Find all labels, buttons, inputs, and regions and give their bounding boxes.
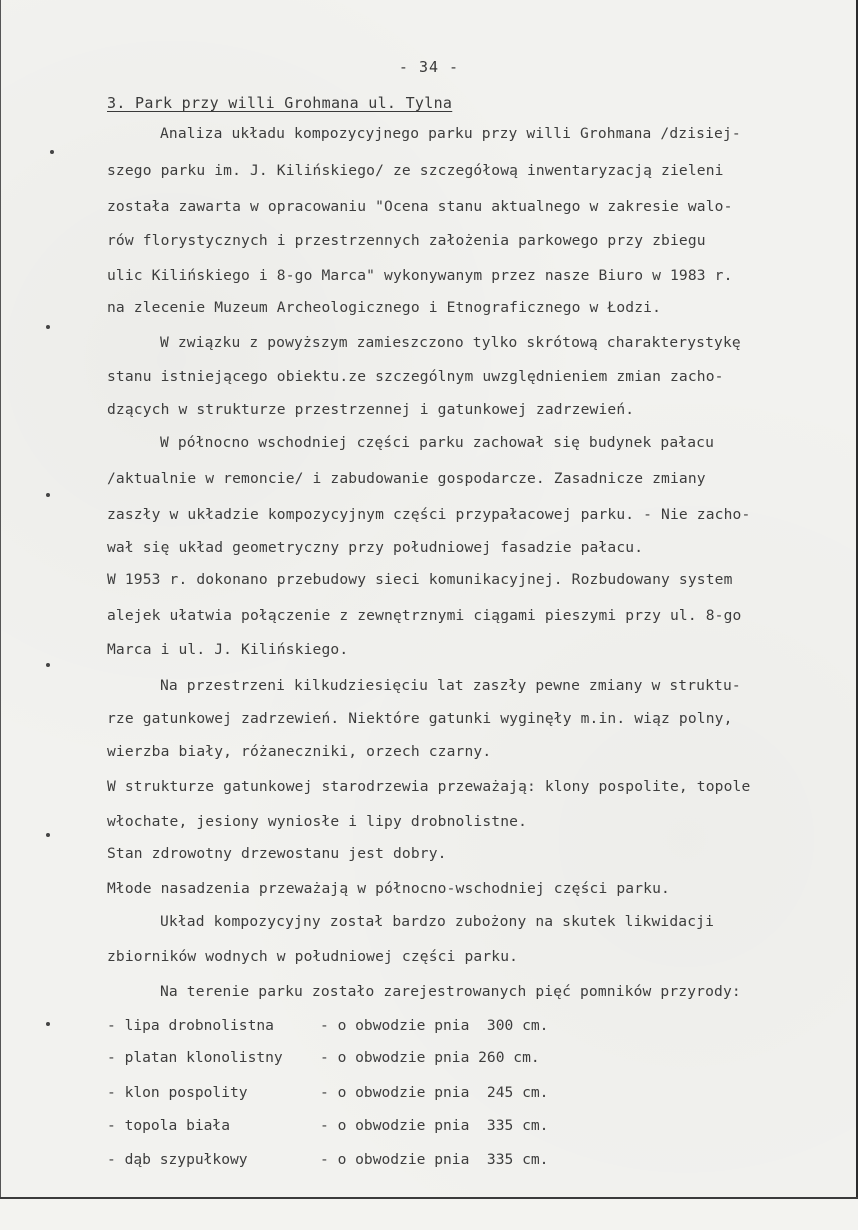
body-line: zbiorników wodnych w południowej części parku. bbox=[107, 948, 519, 965]
body-line: alejek ułatwia połączenie z zewnętrznymi ciągami pieszymi przy ul. 8-go bbox=[107, 607, 742, 624]
scan-speck bbox=[46, 663, 50, 667]
monument-girth: - o obwodzie pnia 335 cm. bbox=[320, 1117, 549, 1134]
body-line: W 1953 r. dokonano przebudowy sieci komunikacyjnej. Rozbudowany system bbox=[107, 571, 733, 588]
monument-girth: - o obwodzie pnia 300 cm. bbox=[320, 1017, 549, 1034]
monument-species: - lipa drobnolistna bbox=[107, 1017, 274, 1034]
body-line: Stan zdrowotny drzewostanu jest dobry. bbox=[107, 845, 447, 862]
scan-speck bbox=[46, 493, 50, 497]
body-line: zaszły w układzie kompozycyjnym części przypałacowej parku. - Nie zacho- bbox=[107, 506, 751, 523]
section-heading: 3. Park przy willi Grohmana ul. Tylna bbox=[107, 94, 453, 112]
body-line: stanu istniejącego obiektu.ze szczególnym uwzględnieniem zmian zacho- bbox=[107, 368, 724, 385]
body-line: Układ kompozycyjny został bardzo zubożony na skutek likwidacji bbox=[160, 913, 715, 930]
body-line: Marca i ul. J. Kilińskiego. bbox=[107, 641, 349, 658]
body-line: Na przestrzeni kilkudziesięciu lat zaszły pewne zmiany w struktu- bbox=[160, 677, 741, 694]
body-line: dzących w strukturze przestrzennej i gatunkowej zadrzewień. bbox=[107, 401, 635, 418]
body-line: Analiza układu kompozycyjnego parku przy willi Grohmana /dzisiej- bbox=[160, 125, 741, 142]
body-line: została zawarta w opracowaniu "Ocena stanu aktualnego w zakresie walo- bbox=[107, 198, 733, 215]
monument-girth: - o obwodzie pnia 260 cm. bbox=[320, 1049, 540, 1066]
scan-speck bbox=[46, 1022, 50, 1026]
body-line: ulic Kilińskiego i 8-go Marca" wykonywanym przez nasze Biuro w 1983 r. bbox=[107, 267, 733, 284]
body-line: W północno wschodniej części parku zachował się budynek pałacu bbox=[160, 434, 715, 451]
body-line: /aktualnie w remoncie/ i zabudowanie gospodarcze. Zasadnicze zmiany bbox=[107, 470, 706, 487]
monument-species: - klon pospolity bbox=[107, 1084, 248, 1101]
body-line: Młode nasadzenia przeważają w północno-wschodniej części parku. bbox=[107, 880, 670, 897]
page-edge-left bbox=[0, 0, 1, 1199]
page-number: - 34 - bbox=[398, 58, 460, 76]
body-line: włochate, jesiony wyniosłe i lipy drobnolistne. bbox=[107, 813, 528, 830]
body-line: rów florystycznych i przestrzennych założenia parkowego przy zbiegu bbox=[107, 232, 706, 249]
body-line: W związku z powyższym zamieszczono tylko skrótową charakterystykę bbox=[160, 334, 741, 351]
monument-species: - dąb szypułkowy bbox=[107, 1151, 248, 1168]
monument-row bbox=[107, 1150, 549, 1230]
body-line: rze gatunkowej zadrzewień. Niektóre gatunki wyginęły m.in. wiąz polny, bbox=[107, 710, 733, 727]
scan-speck bbox=[50, 150, 54, 154]
body-line: wał się układ geometryczny przy południowej fasadzie pałacu. bbox=[107, 539, 644, 556]
monument-species: - topola biała bbox=[107, 1117, 231, 1134]
monument-species: - platan klonolistny bbox=[107, 1049, 283, 1066]
body-line: W strukturze gatunkowej starodrzewia przeważają: klony pospolite, topole bbox=[107, 778, 751, 795]
monument-girth: - o obwodzie pnia 335 cm. bbox=[320, 1151, 549, 1168]
body-line: wierzba biały, różaneczniki, orzech czarny. bbox=[107, 743, 492, 760]
monument-girth: - o obwodzie pnia 245 cm. bbox=[320, 1084, 549, 1101]
body-line: szego parku im. J. Kilińskiego/ ze szczegółową inwentaryzacją zieleni bbox=[107, 162, 724, 179]
body-line: na zlecenie Muzeum Archeologicznego i Etnograficznego w Łodzi. bbox=[107, 299, 662, 316]
scan-speck bbox=[46, 325, 50, 329]
body-line: Na terenie parku zostało zarejestrowanych pięć pomników przyrody: bbox=[160, 983, 741, 1000]
scan-speck bbox=[46, 833, 50, 837]
